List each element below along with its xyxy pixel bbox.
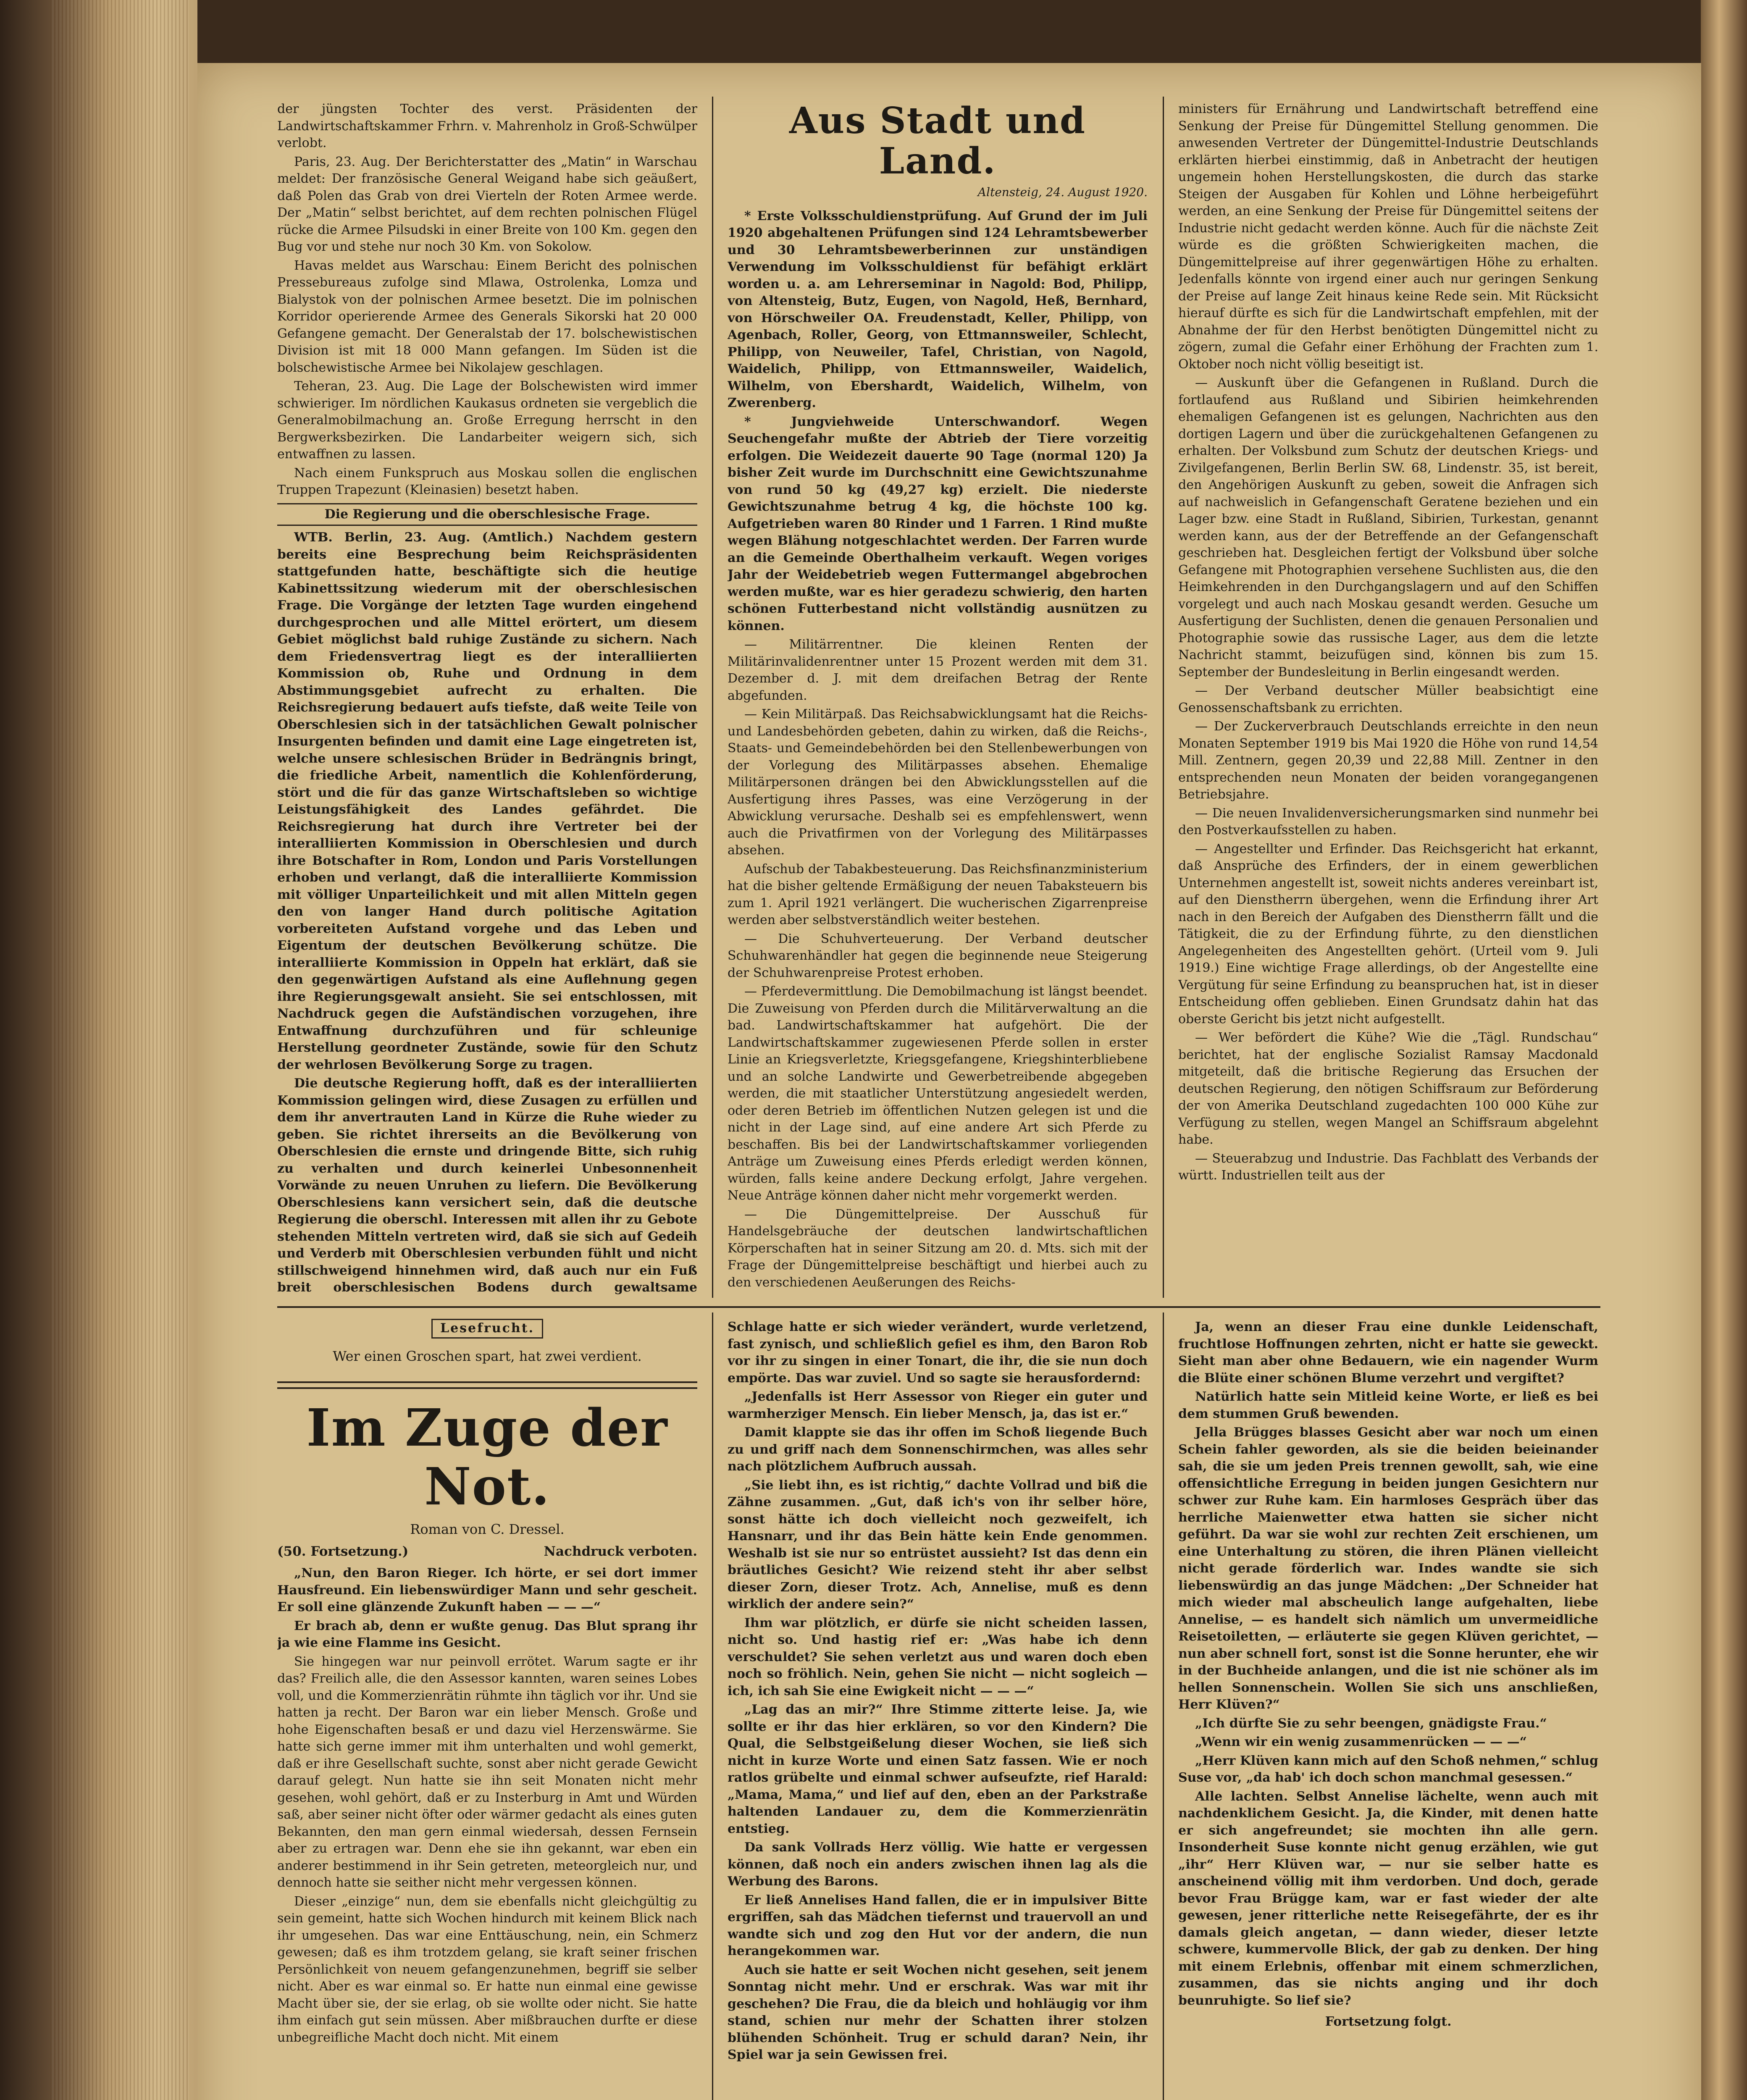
text-duengemittelpreise: — Die Düngemittelpreise. Der Ausschuß für Handelsgebräuche der deutschen landwirtschaftlichen Körperschaften hat in seiner Sitzung am 20. d. Mts. sich mit der Frage der Düngemittelpreise beschäftigt und hierbei auch zu den verschiedenen Aeußerungen des Reichs-	[728, 1207, 1148, 1290]
bottom-right-column	[1178, 1319, 1598, 2100]
text-militaerpass: — Kein Militärpaß. Das Reichsabwicklungsamt hat die Reichs- und Landesbehörden gebeten, dahin zu wirken, daß die Reichs-, Staats- und Gemeindebehörden bei den Stellenbewerbungen von der Vorlegung des Militärpasses absehen. Ehemalige Militärpersonen drängen bei den Abwicklungsstellen auf die Ausfertigung ihres Passes, was eine Verzögerung in der Abwicklung verursache. Deshalb sei es empfehlenswert, wenn auch die Privatfirmen von der Vorlegung des Militärpasses absehen.	[728, 707, 1148, 858]
column-rule-3	[712, 1312, 713, 2100]
newspaper-page	[197, 63, 1701, 2100]
novel-text: Auch sie hatte er seit Wochen nicht gesehen, seit jenem Sonntag nicht mehr. Und er erschrak. Was war mit ihr geschehen? Die Frau, die da bleich und hohläugig vor ihm stand, schien nur mehr der Schatten ihrer stolzen blühenden Schönheit. Trug er schuld daran? Nein, ihr Spiel war ja sein Gewissen frei.	[728, 1962, 1148, 2062]
feuilleton-rule	[277, 1306, 1600, 1308]
top-right-column	[1178, 101, 1598, 1298]
novel-text: „Herr Klüven kann mich auf den Schoß nehmen,“ schlug Suse vor, „da hab' ich doch schon manchmal gesessen.“	[1178, 1753, 1598, 1785]
novel-text: Sie hingegen war nur peinvoll errötet. Warum sagte er ihr das? Freilich alle, die den Assessor kannten, waren seines Lobes voll, und die Kommerzienrätin rühmte ihn täglich vor ihr. Und sie hatten ja recht. Der Baron war ein lieber Mensch. Große und hohe Eigenschaften besaß er und dazu viel Herzenswärme. Sie hatte sich gerne immer mit ihm unterhalten und wohl gemerkt, daß er ihre Gesellschaft suchte, sonst aber nicht gerade Gewicht darauf gelegt. Nun hatte sie ihn seit Monaten nicht mehr gesehen, wohl gehört, daß er zu Insterburg in Amt und Würden saß, aber seiner nicht öfter oder wärmer gedacht als eines guten Bekannten, den man gern einmal wiedersah, dessen Fernsein aber zu ertragen war. Denn ehe sie ihn gekannt, war eben ein anderer bestimmend in ihr Sein getreten, meteorgleich nur, und dennoch hatte sie seither nicht mehr vergessen können.	[277, 1654, 697, 1890]
novel-text: „Lag das an mir?“ Ihre Stimme zitterte leise. Ja, wie sollte er ihr das hier erklären, so vor den Kindern? Die Qual, die Selbstgeißelung dieser Wochen, sie ließ sich nicht in kurze Worte und einen Satz fassen. Wie er noch ratlos grübelte und einmal schwer aufseufzte, rief Harald: „Mama, Mama,“ und lief auf den, eben an der Parkstraße haltenden Landauer zu, dem die Kommerzienrätin entstieg.	[728, 1702, 1148, 1836]
novel-text: Schlage hatte er sich wieder verändert, wurde verletzend, fast zynisch, und schließlich gefiel es ihm, den Baron Rob vor ihr zu singen in einer Tonart, die ihr, die sie nun doch empörte. Das war zuviel. Und so sagte sie herausfordernd:	[728, 1320, 1148, 1386]
section-masthead: Aus Stadt und Land.	[789, 101, 1086, 182]
novel-text: „Wenn wir ein wenig zusammenrücken — — —“	[1195, 1735, 1527, 1749]
text-invalidenmarken: — Die neuen Invalidenversicherungsmarken sind nunmehr bei den Postverkaufsstellen zu haben.	[1178, 806, 1598, 837]
lesefrucht-text: Wer einen Groschen spart, hat zwei verdient.	[333, 1348, 642, 1364]
novel-text: Er brach ab, denn er wußte genug. Das Blut sprang ihr ja wie eine Flamme ins Gesicht.	[277, 1618, 697, 1650]
text-teheran: Teheran, 23. Aug. Die Lage der Bolschewisten wird immer schwieriger. Im nördlichen Kaukasus ordneten sie vergeblich die Generalmobilmachung an. Große Erregung herrscht in den Bergwerksbezirken. Die Landarbeiter weigern sich, sich entwaffnen zu lassen.	[277, 379, 697, 462]
text-verband-mueller: — Der Verband deutscher Müller beabsichtigt eine Genossenschaftsbank zu errichten.	[1178, 683, 1598, 715]
text-paris: Paris, 23. Aug. Der Berichterstatter des „Matin“ in Warschau meldet: Der französische General Weigand habe sich geäußert, daß Polen das Grab von drei Vierteln der Roten Armee werde. Der „Matin“ selbst berichtet, auf dem rechten polnischen Flügel rücke die Armee Pilsudski in einer Breite von 100 Km. gegen den Bug vor und stehe nur noch 30 Km. von Sokolow.	[277, 154, 697, 254]
lesefrucht-title: Lesefrucht.	[431, 1319, 543, 1339]
bottom-left-column	[277, 1319, 697, 2100]
text-kuehe: — Wer befördert die Kühe? Wie die „Tägl. Rundschau“ berichtet, hat der englische Sozialist Ramsay Macdonald mitgeteilt, daß die britische Regierung das Ersuchen der deutschen Regierung, den nötigen Schiffsraum zur Beförderung der von Amerika Deutschland zugedachten 100 000 Kühe zur Verfügung zu stellen, wegen Mangel an Schiffsraum abgelehnt habe.	[1178, 1030, 1598, 1147]
bottom-middle-column	[728, 1319, 1148, 2100]
novel-text: „Nun, den Baron Rieger. Ich hörte, er sei dort immer Hausfreund. Ein liebenswürdiger Mann und sehr gescheit. Er soll eine glänzende Zukunft haben — — —“	[277, 1566, 697, 1614]
installment-number: (50. Fortsetzung.)	[277, 1544, 409, 1559]
section-heading-oberschlesien: Die Regierung und die oberschlesische Frage.	[277, 503, 697, 526]
text-militaerrentner: — Militärrentner. Die kleinen Renten der Militärinvalidenrentner unter 15 Prozent werden mit dem 31. Dezember d. J. mit dem dreifachen Betrag der Rente abgefunden.	[728, 637, 1148, 703]
novel-title: Im Zuge der Not.	[306, 1397, 668, 1517]
column-rule-4	[1163, 1312, 1164, 2100]
double-rule	[277, 1381, 697, 1389]
novel-text: Er ließ Annelises Hand fallen, die er in impulsiver Bitte ergriffen, sah das Mädchen tiefernst und trauervoll an und wandte sich und zog den Hut vor der andern, die nun herangekommen war.	[728, 1893, 1148, 1958]
novel-text: „Sie liebt ihn, es ist richtig,“ dachte Vollrad und biß die Zähne zusammen. „Gut, daß ich's von ihr selber höre, sonst hätte ich doch vielleicht noch gezweifelt, ich Hansnarr, und ihr das Bein hätte kein Ende genommen. Weshalb ist sie nur so entrüstet aussieht? Ist das denn ein bräutliches Gesicht? Wie reizend steht ihr aber selbst dieser Zorn, dieser Trotz. Ach, Annelise, muß es denn wirklich der andere sein?“	[728, 1478, 1148, 1612]
text-angestellter-erfinder: — Angestellter und Erfinder. Das Reichsgericht hat erkannt, daß Ansprüche des Erfinders, der in einem gewerblichen Unternehmen angestellt ist, soweit nichts anderes vereinbart ist, auf den Dienstherrn übergehen, wenn die Erfindung ihrer Art nach in den Bereich der Aufgaben des Dienstherrn fällt und die Tätigkeit, die zu der Erfindung führte, zu den dienstlichen Angelegenheiten des Angestellten gehört. (Urteil vom 9. Juli 1919.) Eine wichtige Frage allerdings, ob der Angestellte eine Vergütung für seine Erfindung zu beanspruchen hat, ist in dieser Entscheidung offen geblieben. Einen Grundsatz dahin hat das oberste Gericht bis jetzt nicht aufgestellt.	[1178, 841, 1598, 1026]
novel-text: Ihm war plötzlich, er dürfe sie nicht scheiden lassen, nicht so. Und hastig rief er: „Was habe ich denn verschuldet? Sie sehen verletzt aus und waren doch eben noch so fröhlich. Nein, gehen Sie nicht — nicht sogleich — ich, ich sah Sie eine Ewigkeit nicht — — —“	[728, 1615, 1148, 1698]
top-left-column	[277, 101, 697, 1298]
text-tabakbesteuerung: Aufschub der Tabakbesteuerung. Das Reichsfinanzministerium hat die bisher geltende Ermäßigung der neuen Tabaksteuern bis zum 1. April 1921 verlängert. Die wucherischen Zigarrenpreise werden aber selbstverständlich weiter bestehen.	[728, 861, 1148, 927]
novel-text: „Jedenfalls ist Herr Assessor von Rieger ein guter und warmherziger Mensch. Ein lieber Mensch, ja, das ist er.“	[728, 1389, 1148, 1421]
reprint-notice: Nachdruck verboten.	[544, 1544, 697, 1559]
text-oberschlesien-1: WTB. Berlin, 23. Aug. (Amtlich.) Nachdem gestern bereits eine Besprechung beim Reichspräsidenten stattgefunden hatte, beschäftigte sich die heutige Kabinettssitzung wiederum mit der oberschlesischen Frage. Die Vorgänge der letzten Tage wurden eingehend durchgesprochen und alle Mittel erörtert, um diesem Gebiet möglichst bald ruhige Zustände zu sichern. Nach dem Friedensvertrag liegt es der interalliierten Kommission ob, Ruhe und Ordnung in dem Abstimmungsgebiet aufrecht zu erhalten. Die Reichsregierung bedauert aufs tiefste, daß weite Teile von Oberschlesien sich in der tatsächlichen Gewalt polnischer Insurgenten befinden und damit eine Lage eingetreten ist, welche unsere schlesischen Brüder in Bedrängnis bringt, die friedliche Arbeit, namentlich die Kohlenförderung, stört und die für das ganze Wirtschaftsleben so wichtige Leistungsfähigkeit des Landes gefährdet. Die Reichsregierung hat durch ihre Vertreter bei der interalliierten Kommission in Oberschlesien und durch ihre Botschafter in Rom, London und Paris Vorstellungen erhoben und verlangt, daß die interalliierte Kommission mit völliger Unparteilichkeit und mit allen Mitteln gegen den von langer Hand durch politische Agitation vorbereiteten Aufstand vorgehe und das Leben und Eigentum der deutschen Bevölkerung schütze. Die interalliierte Kommission in Oppeln hat erklärt, daß sie den gegenwärtigen Aufstand als eine Auflehnung gegen ihre Regierungsgewalt ansieht. Sie sei entschlossen, mit Nachdruck gegen die Aufständischen vorzugehen, ihre Entwaffnung durchzuführen und für schleunige Herstellung geordneter Zustände, sowie für den Schutz der wehrlosen Bevölkerung Sorge zu tragen.	[277, 530, 697, 1072]
novel-text: „Ich dürfte Sie zu sehr beengen, gnädigste Frau.“	[1195, 1716, 1547, 1731]
next-page-edge	[1701, 0, 1747, 2100]
text-jungviehweide: * Jungviehweide Unterschwandorf. Wegen Seuchengefahr mußte der Abtrieb der Tiere vorzeitig erfolgen. Die Weidezeit dauerte 90 Tage (normal 120) Ja bisher Zeit wurde im Durchschnitt eine Gewichtszunahme von rund 50 kg (49,27 kg) erzielt. Die niederste Gewichtszunahme betrug 4 kg, die höchste 100 kg. Aufgetrieben waren 80 Rinder und 1 Farren. 1 Rind mußte wegen Blähung notgeschlachtet werden. Der Farren wurde an die Gemeinde Oberthalheim verkauft. Wegen voriges Jahr der Weidebetrieb wegen Futtermangel abgebrochen werden mußte, war es hier geradezu schwierig, den harten schönen Futterbestand nicht vollständig ausnützen zu können.	[728, 414, 1148, 633]
text-gefangene-russland: — Auskunft über die Gefangenen in Rußland. Durch die fortlaufend aus Rußland und Sibirien heimkehrenden ehemaligen Gefangenen ist es gelungen, Nachrichten aus den dortigen Lagern und über die zurückgehaltenen Gefangenen zu erhalten. Der Volksbund zum Schutz der deutschen Kriegs- und Zivilgefangenen, Berlin Berlin SW. 68, Lindenstr. 35, ist bereit, den Angehörigen Auskunft zu geben, soweit die Anfragen sich auf nachweislich in Gefangenschaft Geratene beziehen und ein Lager bzw. eine Stadt in Rußland, Sibirien, Turkestan, genannt werden kann, aus der der Betreffende an der Gefangenschaft geschrieben hat. Desgleichen fertigt der Volksbund über solche Gefangene mit Photographien versehene Suchlisten aus, die den Heimkehrenden in den Durchgangslagern und auf den Schiffen vorgelegt und auch nach Moskau gesandt werden. Gesuche um Ausfertigung der Suchlisten, denen die genauen Personalien und Photographie sowie das russische Lager, aus dem die letzte Nachricht stammt, beizufügen sind, können bis zum 15. September der Bundesleitung in Berlin eingesandt werden.	[1178, 375, 1598, 680]
column-rule-2	[1163, 97, 1164, 1298]
text-schuhverteuerung: — Die Schuhverteuerung. Der Verband deutscher Schuhwarenhändler hat gegen die beginnende neue Steigerung der Schuhwarenpreise Protest erhoben.	[728, 931, 1148, 980]
text-funk: Nach einem Funkspruch aus Moskau sollen die englischen Truppen Trapezunt (Kleinasien) besetzt haben.	[277, 465, 697, 497]
novel-text: Alle lachten. Selbst Annelise lächelte, wenn auch mit nachdenklichem Gesicht. Ja, die Kinder, mit denen hatte er sich angefreundet; sie mochten ihn alle gern. Insonderheit Suse konnte nicht genug erzählen, wie gut „ihr“ Herr Klüven war, — nur sie selber hatte es anscheinend völlig mit ihm verdorben. Und doch, gerade bevor Frau Brügge kam, war er fast wieder der alte gewesen, jener ritterliche nette Reisegefährte, der es ihr damals gleich angetan, — dann wieder, dieser letzte schwere, kummervolle Blick, der gab zu denken. Der hing mit einem Erlebnis, offenbar mit einem schmerzlichen, zusammen, das sie nichts anging und ihr doch beunruhigte. So lief sie?	[1178, 1789, 1598, 2008]
novel-text: Dieser „einzige“ nun, dem sie ebenfalls nicht gleichgültig zu sein gemeint, hatte sich Wochen hindurch mit keinem Blick nach ihr umgesehen. Das war eine Enttäuschung, nein, ein Schmerz gewesen; daß es ihm trotzdem gelang, sie kraft seiner frischen Persönlichkeit von neuem gefangenzunehmen, begriff sie selber nicht. Aber es war einmal so. Er hatte nun einmal eine gewisse Macht über sie, der sie erlag, ob sie wollte oder nicht. Sie hatte ihm einfach gut sein müssen. Aber mißbrauchen durfte er diese unbegreifliche Macht doch nicht. Mit einem	[277, 1894, 697, 2045]
novel-text: Jella Brügges blasses Gesicht aber war noch um einen Schein fahler geworden, als sie die beiden beieinander sah, die sie um jeden Preis trennen gewollt, sah, wie eine offensichtliche Erregung in beiden jungen Gesichtern nur schwer zur Ruhe kam. Ein harmloses Gespräch über das herrliche Maienwetter etwa hatten sie sicher nicht geführt. Da war sie wohl zur rechten Zeit erschienen, um eine Unterhaltung zu stören, die ihren Plänen vielleicht nicht gerade förderlich war. Indes wandte sie sich liebenswürdig an das junge Mädchen: „Der Schneider hat mich wieder mal abscheulich lange aufgehalten, liebe Annelise, — es handelt sich nämlich um unvermeidliche Reisetoiletten, — erläuterte sie gegen Klüven gerichtet, — nun aber schnell fort, sonst ist die Sonne herunter, ehe wir in der Buchheide anlangen, und die ist nie schöner als im hellen Sonnenschein. Wollen Sie sich uns anschließen, Herr Klüven?“	[1178, 1425, 1598, 1712]
text-oberschlesien-2: Die deutsche Regierung hofft, daß es der interalliierten Kommission gelingen wird, diese Zusagen zu erfüllen und dem ihr anvertrauten Land in Kürze die Ruhe wieder zu geben. Sie richtet ihrerseits an die Bevölkerung von Oberschlesien die ernste und dringende Bitte, sich ruhig zu verhalten und durch keinerlei Unbesonnenheit Vorwände zu neuen Unruhen zu liefern. Die Bevölkerung Oberschlesiens kann versichert sein, daß die deutsche Regierung die oberschl. Interessen mit allen ihr zu Gebote stehenden Mitteln vertreten wird, daß sie sich auf Gedeih und Verderb mit Oberschlesien verbunden fühlt und nicht stillschweigend hinnehmen wird, daß auch nur ein Fuß breit oberschlesischen Bodens durch gewaltsame	[277, 1076, 697, 1295]
book-binding-edge	[0, 0, 197, 2100]
novel-byline: Roman von C. Dressel.	[410, 1521, 565, 1537]
text-havas: Havas meldet aus Warschau: Einem Bericht des polnischen Pressebureaus zufolge sind Mlawa, Ostrolenka, Lomza und Bialystok von der polnischen Armee besetzt. Die im polnischen Korridor operierende Armee des Generals Sikorski hat 20 000 Gefangene gemacht. Der Generalstab der 17. bolschewistischen Division ist mit 18 000 Mann gefangen. Im Süden ist die bolschewistische Armee bei Nikolajew geschlagen.	[277, 258, 697, 375]
dateline: Altensteig, 24. August 1920.	[977, 185, 1148, 199]
installment-line	[277, 1543, 697, 1560]
text-intro: der jüngsten Tochter des verst. Präsidenten der Landwirtschaftskammer Frhrn. v. Mahrenholz in Groß-Schwülper verlobt.	[277, 102, 697, 150]
text-volksschuldienstpruefung: * Erste Volksschuldienstprüfung. Auf Grund der im Juli 1920 abgehaltenen Prüfungen sind 124 Lehramtsbewerber und 30 Lehramtsbewerberinnen zur unständigen Verwendung im Volksschuldienst für befähigt erklärt worden u. a. am Lehrerseminar in Nagold: Bod, Philipp, von Altensteig, Butz, Eugen, von Nagold, Heß, Bernhard, von Hörschweiler OA. Freudenstadt, Keller, Philipp, von Agenbach, Roller, Georg, von Ettmannsweiler, Schlecht, Philipp, von Neuweiler, Tafel, Christian, von Nagold, Waidelich, Philipp, von Ettmannsweiler, Waidelich, Wilhelm, von Ebershardt, Waidelich, Wilhelm, von Zwerenberg.	[728, 208, 1148, 410]
text-pferdevermittlung: — Pferdevermittlung. Die Demobilmachung ist längst beendet. Die Zuweisung von Pferden durch die Militärverwaltung an die bad. Landwirtschaftskammer hat aufgehört. Die der Landwirtschaftskammer zugewiesenen Pferde sollen in erster Linie an Kriegsverletzte, Kriegsgefangene, Kriegshinterbliebene und an solche Landwirte und Gewerbetreibende abgegeben werden, die mit staatlicher Unterstützung angesiedelt werden, oder deren Betrieb im öffentlichen Nutzen gelegen ist und die nicht in der Lage sind, auf eine andere Art sich Pferde zu beschaffen. Bis bei der Landwirtschaftskammer vorliegenden Anträge um Zuweisung eines Pferds erledigt werden können, würden, falls keine andere Deckung erfolgt, Jahre vergehen. Neue Anträge können daher nicht mehr vorgemerkt werden.	[728, 984, 1148, 1203]
text-steuerabzug: — Steuerabzug und Industrie. Das Fachblatt des Verbands der württ. Industriellen teilt aus der	[1178, 1151, 1598, 1183]
text-duengemittel-cont: ministers für Ernährung und Landwirtschaft betreffend eine Senkung der Preise für Düngemittel Stellung genommen. Die anwesenden Vertreter der Düngemittel-Industrie Deutschlands erklärten hierbei einstimmig, daß in Anbetracht der heutigen ungemein hohen Herstellungskosten, die durch das starke Steigen der Ausgaben für Kohlen und Löhne herbeigeführt werden, an eine Senkung der Preise für Düngemittel seitens der Industrie nicht gedacht werden könne. Auch für die nächste Zeit würde es die größten Schwierigkeiten machen, die Düngemittelpreise auf ihrer gegenwärtigen Höhe zu erhalten. Jedenfalls könnte von irgend einer auch nur geringen Senkung der Preise auf lange Zeit hinaus keine Rede sein. Mit Rücksicht hierauf dürfte es sich für die Landwirtschaft empfehlen, mit der Abnahme der für den Herbst benötigten Düngemittel nicht zu zögern, zumal die Gefahr einer Erhöhung der Frachten zum 1. Oktober noch nicht völlig beseitigt ist.	[1178, 102, 1598, 372]
novel-text: Natürlich hatte sein Mitleid keine Worte, er ließ es bei dem stummen Gruß bewenden.	[1178, 1389, 1598, 1421]
novel-text: Ja, wenn an dieser Frau eine dunkle Leidenschaft, fruchtlose Hoffnungen zehrten, nicht er hatte sie geweckt. Sieht man aber ohne Bedauern, wie ein nagender Wurm die Blüte einer schönen Blume verzehrt und vergiftet?	[1178, 1320, 1598, 1386]
novel-text: Damit klappte sie das ihr offen im Schoß liegende Buch zu und griff nach dem Sonnenschirmchen, was alles sehr nach plötzlichem Aufbruch aussah.	[728, 1425, 1148, 1474]
top-middle-column	[728, 101, 1148, 1298]
novel-text: Da sank Vollrads Herz völlig. Wie hatte er vergessen können, daß noch ein anders zwischen ihnen lag als die Werbung des Barons.	[728, 1840, 1148, 1889]
column-rule-1	[712, 97, 713, 1298]
continued-notice: Fortsetzung folgt.	[1325, 2014, 1452, 2029]
text-zuckerverbrauch: — Der Zuckerverbrauch Deutschlands erreichte in den neun Monaten September 1919 bis Mai 1920 die Höhe von rund 14,54 Mill. Zentnern, gegen 20,39 und 22,88 Mill. Zentner in den entsprechenden neun Monaten der beiden vorangegangenen Betriebsjahre.	[1178, 719, 1598, 802]
